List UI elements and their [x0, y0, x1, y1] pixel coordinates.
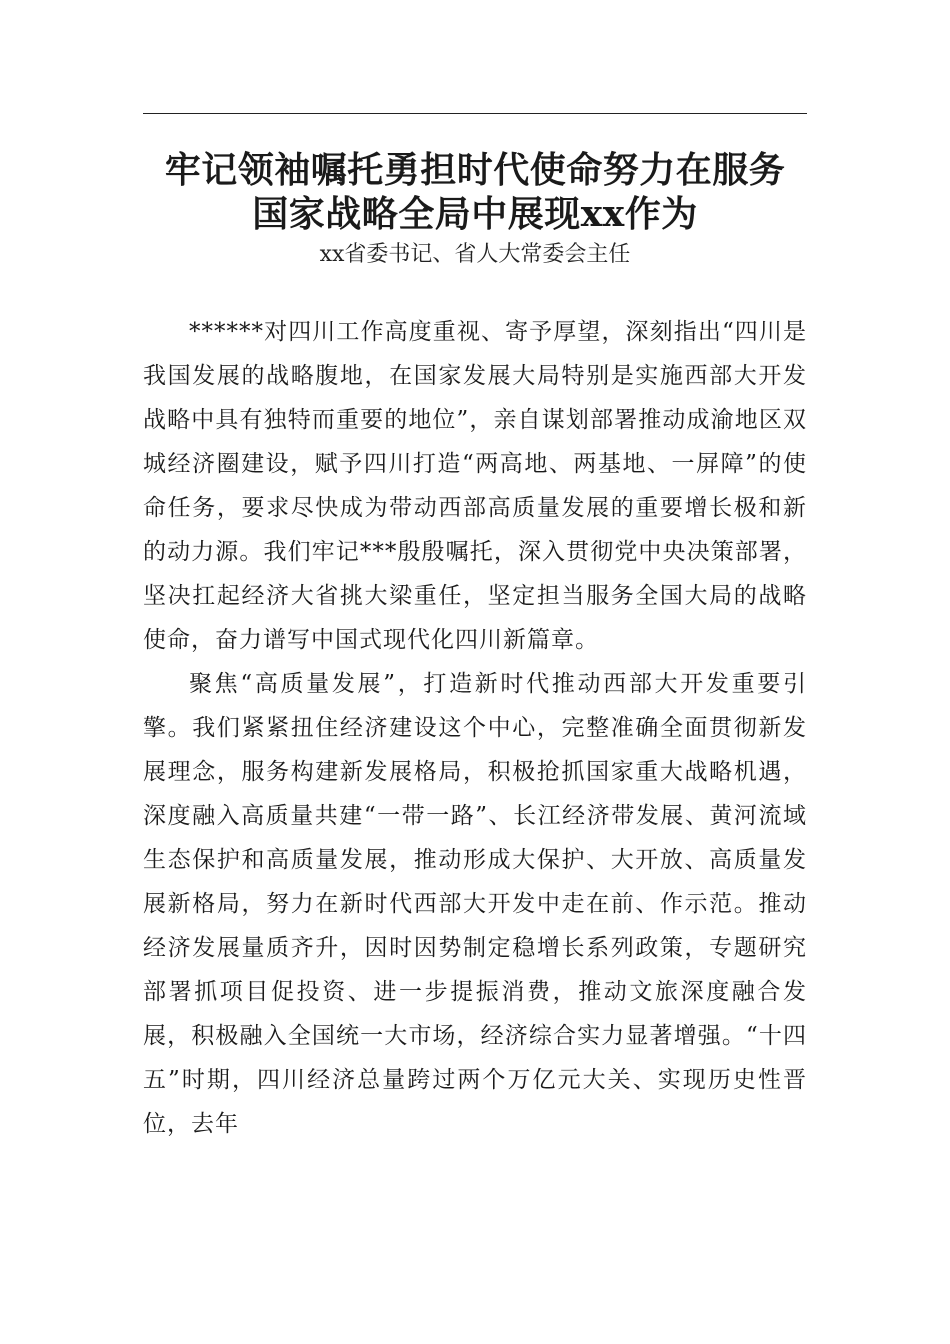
- header-rule: [143, 113, 807, 114]
- title-line-1: 牢记领袖嘱托勇担时代使命努力在服务: [164, 149, 786, 191]
- title-line-2: 国家战略全局中展现xx作为: [252, 193, 698, 235]
- document-body: [143, 310, 807, 1146]
- paragraph-1: ******对四川工作高度重视、寄予厚望，深刻指出“四川是我国发展的战略腹地，在国家发展大局特别是实施西部大开发战略中具有独特而重要的地位”，亲自谋划部署推动成渝地区双城经济圈建设，赋予四川打造“两高地、两基地、一屏障”的使命任务，要求尽快成为带动西部高质量发展的重要增长极和新的动力源。我们牢记***殷殷嘱托，深入贯彻党中央决策部署，坚决扛起经济大省挑大梁重任，坚定担当服务全国大局的战略使命，奋力谱写中国式现代化四川新篇章。: [143, 319, 807, 653]
- document-title: [143, 148, 807, 236]
- author-subtitle: xx省委书记、省人大常委会主任: [319, 242, 631, 267]
- paragraph-2: 聚焦“高质量发展”，打造新时代推动西部大开发重要引擎。我们紧紧扭住经济建设这个中心，完整准确全面贯彻新发展理念，服务构建新发展格局，积极抢抓国家重大战略机遇，深度融入高质量共建“一带一路”、长江经济带发展、黄河流域生态保护和高质量发展，推动形成大保护、大开放、高质量发展新格局，努力在新时代西部大开发中走在前、作示范。推动经济发展量质齐升，因时因势制定稳增长系列政策，专题研究部署抓项目促投资、进一步提振消费，推动文旅深度融合发展，积极融入全国统一大市场，经济综合实力显著增强。“十四五”时期，四川经济总量跨过两个万亿元大关、实现历史性晋位，去年: [143, 671, 807, 1137]
